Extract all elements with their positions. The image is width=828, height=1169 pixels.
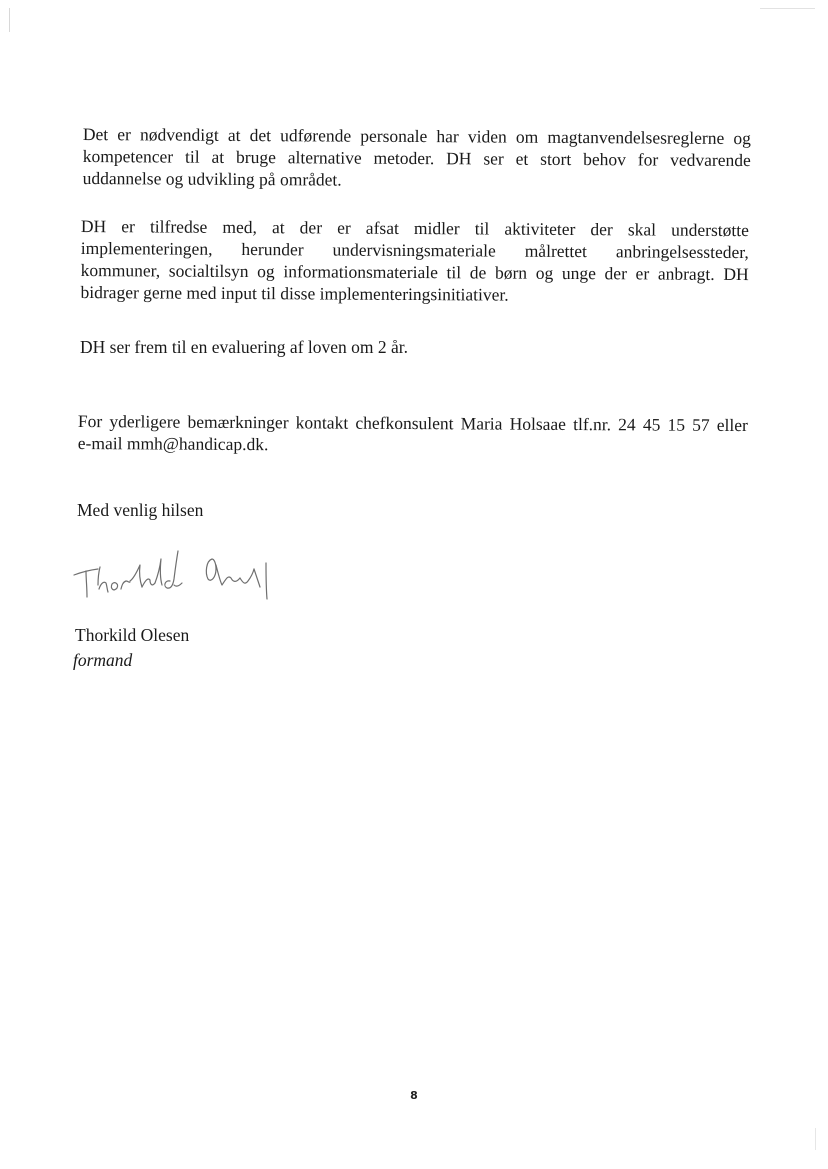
signer-title: formand bbox=[73, 650, 133, 670]
scan-edge-mark bbox=[9, 8, 10, 32]
closing-greeting: Med venlig hilsen bbox=[77, 500, 204, 520]
scan-edge-mark bbox=[760, 8, 815, 9]
paragraph-line: kompetencer til at bruge alternative metoder. DH ser et stort behov for vedvarende bbox=[82, 145, 751, 171]
paragraph-line: uddannelse og udvikling på området. bbox=[82, 167, 342, 190]
paragraph-line: kommuner, socialtilsyn og informationsmateriale til de børn og unge der er anbragt. DH bbox=[80, 259, 749, 285]
signer-name: Thorkild Olesen bbox=[75, 625, 190, 645]
paragraph-line: bidrager gerne med input til disse implementeringsinitiativer. bbox=[80, 281, 509, 305]
page-number: 8 bbox=[410, 1089, 418, 1102]
paragraph-implementation bbox=[80, 215, 749, 307]
paragraph-line: implementeringen, herunder undervisningsmateriale målrettet anbringelsessteder, bbox=[80, 237, 749, 263]
scan-edge-mark bbox=[815, 1128, 816, 1150]
paragraph-line: e-mail mmh@handicap.dk. bbox=[77, 432, 269, 455]
handwritten-signature bbox=[70, 545, 280, 607]
paragraph-evaluation bbox=[80, 336, 748, 358]
paragraph-line: DH ser frem til en evaluering af loven om 2 år. bbox=[80, 337, 409, 357]
paragraph-contact bbox=[78, 410, 748, 458]
paragraph-competence bbox=[83, 123, 751, 193]
paragraph-line: DH er tilfredse med, at der er afsat midler til aktiviteter der skal understøtte bbox=[80, 215, 749, 241]
paragraph-line: Det er nødvendigt at det udførende personale har viden om magtanvendelsesreglerne og bbox=[82, 123, 751, 149]
paragraph-line: For yderligere bemærkninger kontakt chefkonsulent Maria Holsaae tlf.nr. 24 45 15 57 eller bbox=[77, 410, 748, 436]
